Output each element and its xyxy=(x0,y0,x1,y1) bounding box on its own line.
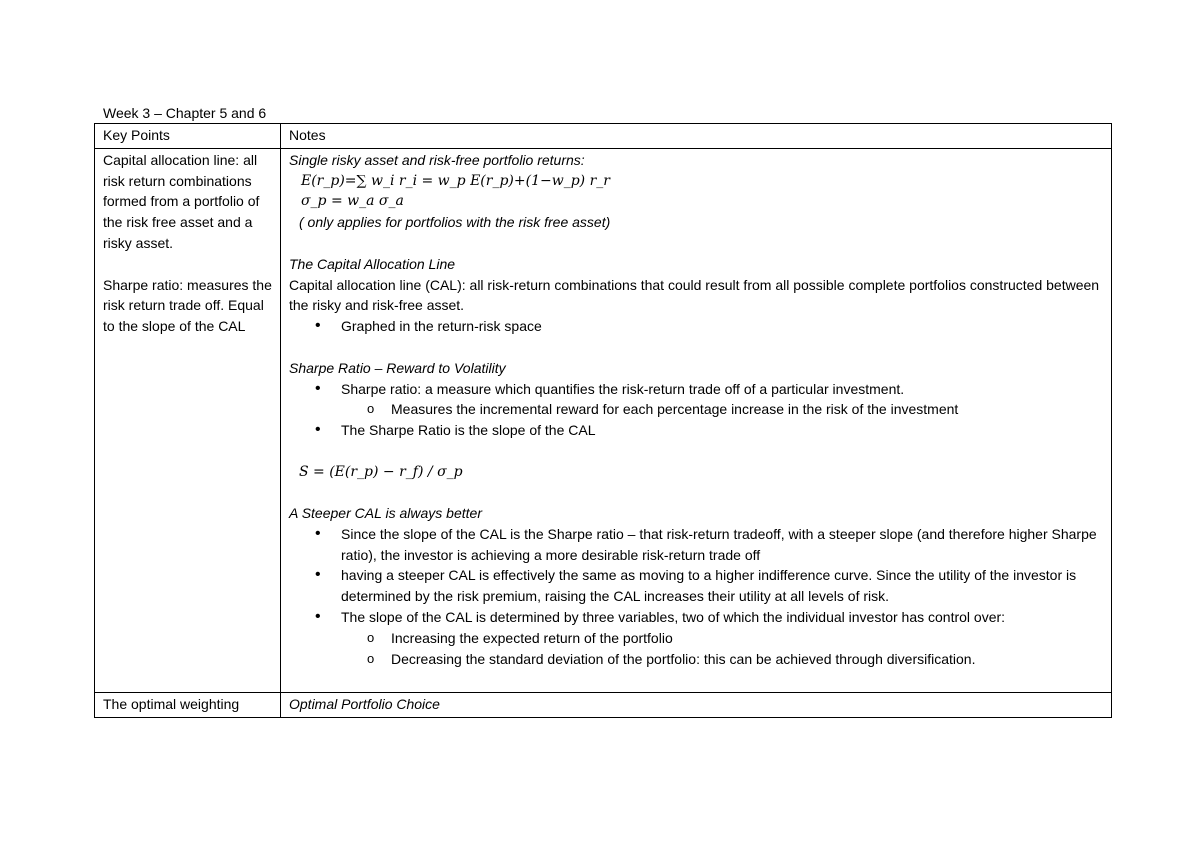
formula-expected-return: E(r_p)=∑ w_i r_i = w_p E(r_p)+(1−w_p) r_r xyxy=(301,172,610,189)
formula-portfolio-std: σ_p = w_a σ_a xyxy=(301,193,404,210)
notes-table xyxy=(94,123,1112,718)
header-notes: Notes xyxy=(281,124,1112,149)
section-heading-sharpe: Sharpe Ratio – Reward to Volatility xyxy=(289,359,506,376)
section-heading-steeper-cal: A Steeper CAL is always better xyxy=(289,504,482,521)
steeper-cal-sub-bullets xyxy=(289,628,1104,670)
steeper-cal-bullets xyxy=(289,524,1104,628)
sharpe-sub-bullets xyxy=(289,399,1104,420)
header-key-points: Key Points xyxy=(95,124,281,149)
list-item: o Measures the incremental reward for each percentage increase in the risk of the investment xyxy=(391,399,1104,420)
document-title: Week 3 – Chapter 5 and 6 xyxy=(103,105,267,121)
sharpe-bullets-2 xyxy=(289,420,1104,441)
table-header-row xyxy=(95,124,1112,149)
cal-definition: Capital allocation line (CAL): all risk-return combinations that could result from all possible complete portfolios constructed between the risky and risk-free asset. xyxy=(289,276,1100,314)
list-item: o Decreasing the standard deviation of the portfolio: this can be achieved through diversification. xyxy=(391,649,1104,670)
list-item: • Since the slope of the CAL is the Sharpe ratio – that risk-return tradeoff, with a steeper slope (and therefore higher Sharpe ratio), the investor is achieving a more desirable risk-return trade off xyxy=(341,524,1104,566)
table-row xyxy=(95,693,1112,718)
list-item: • The Sharpe Ratio is the slope of the CAL xyxy=(341,420,1104,441)
cal-bullets xyxy=(289,316,1104,337)
list-item: • Sharpe ratio: a measure which quantifies the risk-return trade off of a particular investment. xyxy=(341,379,1104,400)
list-item: • Graphed in the return-risk space xyxy=(341,316,1104,337)
notes-cell xyxy=(281,148,1112,692)
sharpe-formula: S = (E(r_p) − r_f) / σ_p xyxy=(299,463,463,480)
key-point-sharpe: Sharpe ratio: measures the risk return trade off. Equal to the slope of the CAL xyxy=(103,276,272,335)
list-item: o Increasing the expected return of the portfolio xyxy=(391,628,1104,649)
list-item: • The slope of the CAL is determined by three variables, two of which the individual investor has control over: xyxy=(341,607,1104,628)
sharpe-bullets xyxy=(289,379,1104,400)
key-points-cell xyxy=(95,148,281,692)
section-heading-cal: The Capital Allocation Line xyxy=(289,255,456,272)
key-point-cal: Capital allocation line: all risk return combinations formed from a portfolio of the risk free asset and a risky asset. xyxy=(103,151,260,251)
list-item: • having a steeper CAL is effectively the same as moving to a higher indifference curve. Since the utility of the investor is determined by the risk premium, raising the CAL increases their utility at all levels of risk. xyxy=(341,565,1104,607)
formula-note: ( only applies for portfolios with the risk free asset) xyxy=(299,214,611,231)
key-point-optimal: The optimal weighting xyxy=(95,693,281,718)
section-heading-returns: Single risky asset and risk-free portfolio returns: xyxy=(289,151,585,168)
section-heading-optimal: Optimal Portfolio Choice xyxy=(281,693,1112,718)
table-row xyxy=(95,148,1112,692)
